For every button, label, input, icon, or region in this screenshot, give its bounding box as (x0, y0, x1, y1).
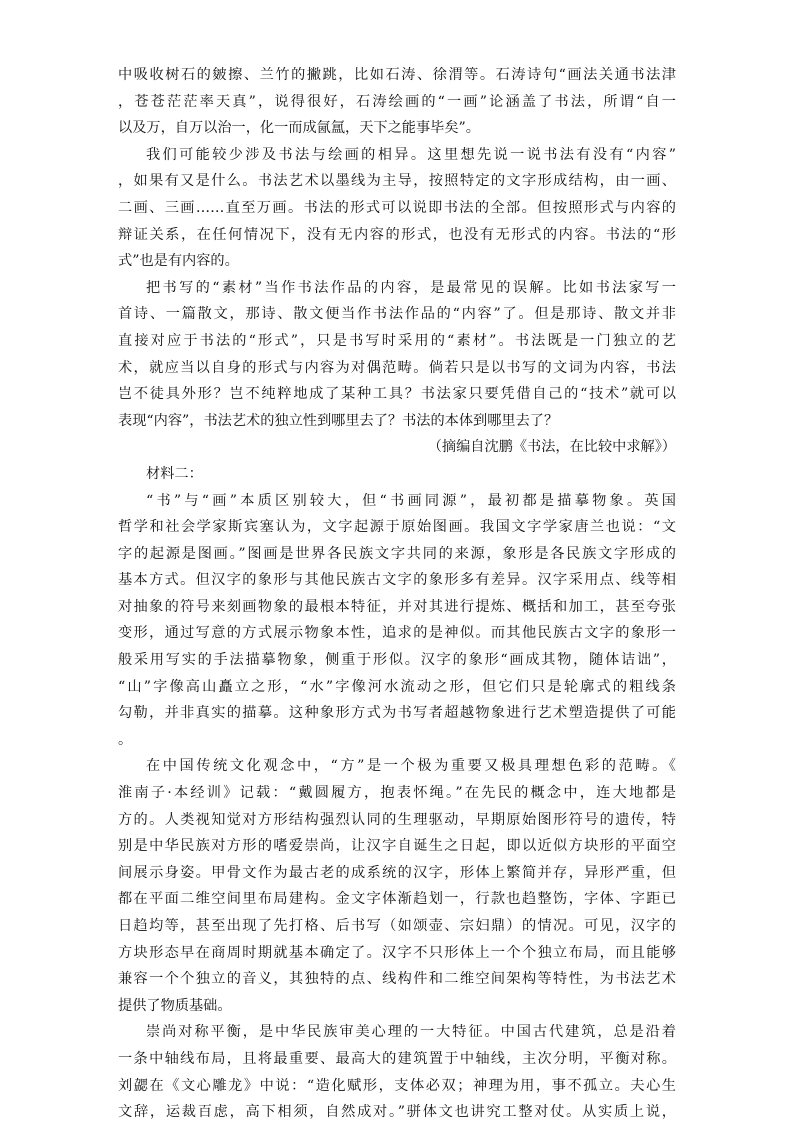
text-line: ，如果有又是什么。书法艺术以墨线为主导，按照特定的文字形成结构，由一画、 (118, 173, 676, 190)
text-line: 兼容一个个独立的音义，其独特的点、线构件和二维空间架构等特性，为书法艺术 (118, 971, 676, 988)
text-line: 般采用写实的手法描摹物象，侧重于形似。汉字的象形“画成其物，随体诘诎”， (118, 652, 676, 669)
text-line: 别是中华民族对方形的嗜爱崇尚，让汉字自诞生之日起，即以近似方块形的平面空 (118, 838, 676, 855)
text-line: 方的。人类视知觉对方形结构强烈认同的生理驱动，早期原始图形符号的遗传，特 (118, 811, 676, 828)
text-line: 变形，通过写意的方式展示物象本性，追求的是神似。而其他民族古文字的象形一 (118, 625, 676, 642)
document-page (118, 62, 676, 1126)
text-line: 表现“内容”，书法艺术的独立性到哪里去了？书法的本体到哪里去了？ (118, 412, 559, 429)
text-line: 我们可能较少涉及书法与绘画的相异。这里想先说一说书法有没有“内容” (146, 146, 676, 163)
text-line: 式”也是有内容的。 (118, 253, 239, 270)
text-line: （摘编自沈鹏《书法，在比较中求解》） (427, 439, 676, 456)
text-line: 二画、三画……直至万画。书法的形式可以说即书法的全部。但按照形式与内容的 (118, 199, 676, 216)
text-line: 在中国传统文化观念中，“方”是一个极为重要又极具理想色彩的范畴。《 (146, 758, 676, 775)
text-line: “书”与“画”本质区别较大，但“书画同源”，最初都是描摹物象。英国 (146, 492, 676, 509)
text-line: 方块形态早在商周时期就基本确定了。汉字不只形体上一个个独立布局，而且能够 (118, 944, 676, 961)
text-line: 都在平面二维空间里布局建构。金文字体渐趋划一，行款也趋整饬，字体、字距已 (118, 891, 676, 908)
text-line: 崇尚对称平衡，是中华民族审美心理的一大特征。中国古代建筑，总是沿着 (146, 1024, 676, 1041)
text-line: 以及万，自万以治一，化一而成氤氲，天下之能事毕矣”。 (118, 120, 480, 137)
text-line: 。 (118, 731, 133, 748)
text-line: 岂不徒具外形？岂不纯粹地成了某种工具？书法家只要凭借自己的“技术”就可以 (118, 386, 676, 403)
text-line: 间展示身姿。甲骨文作为最古老的成系统的汉字，形体上繁简并存，异形严重，但 (118, 864, 676, 881)
text-line: ，苍苍茫茫率天真”，说得很好，石涛绘画的“一画”论涵盖了书法，所谓“自一 (118, 93, 676, 110)
text-line: “山”字像高山矗立之形，“水”字像河水流动之形，但它们只是轮廓式的粗线条 (118, 678, 676, 695)
text-line: 中吸收树石的皴擦、兰竹的撇跳，比如石涛、徐渭等。石涛诗句“画法关通书法津 (118, 67, 676, 83)
text-line: 术，就应当以自身的形式与内容为对偶范畴。倘若只是以书写的文词为内容，书法 (118, 359, 676, 376)
text-line: 文辞，运裁百虑，高下相须，自然成对。”骈体文也讲究工整对仗。从实质上说， (118, 1104, 676, 1121)
text-line: 一条中轴线布局，且将最重要、最高大的建筑置于中轴线，主次分明，平衡对称。 (118, 1050, 676, 1067)
text-line: 字的起源是图画。”图画是世界各民族文字共同的来源，象形是各民族文字形成的 (118, 545, 676, 562)
text-line: 首诗、一篇散文，那诗、散文便当作书法作品的“内容”了。但是那诗、散文并非 (118, 306, 676, 323)
text-line: 材料二： (146, 465, 203, 482)
text-line: 勾勒，并非真实的描摹。这种象形方式为书写者超越物象进行艺术塑造提供了可能 (118, 705, 676, 722)
text-line: 直接对应于书法的“形式”，只是书写时采用的“素材”。书法既是一门独立的艺 (118, 332, 676, 349)
text-line: 辩证关系，在任何情况下，没有无内容的形式，也没有无形式的内容。书法的“形 (118, 226, 676, 243)
text-line: 刘勰在《文心雕龙》中说：“造化赋形，支体必双；神理为用，事不孤立。夫心生 (118, 1077, 676, 1094)
text-line: 基本方式。但汉字的象形与其他民族古文字的象形多有差异。汉字采用点、线等相 (118, 572, 676, 589)
text-line: 对抽象的符号来刻画物象的最根本特征，并对其进行提炼、概括和加工，甚至夸张 (118, 598, 676, 615)
text-line: 把书写的“素材”当作书法作品的内容，是最常见的误解。比如书法家写一 (146, 279, 676, 296)
text-line: 哲学和社会学家斯宾塞认为，文字起源于原始图画。我国文字学家唐兰也说：“文 (118, 519, 676, 536)
text-line: 淮南子·本经训》记载：“戴圆履方，抱表怀绳。”在先民的概念中，连大地都是 (118, 785, 676, 802)
text-line: 提供了物质基础。 (118, 997, 232, 1014)
text-line: 日趋均等，甚至出现了先打格、后书写（如颂壶、宗妇鼎）的情况。可见，汉字的 (118, 918, 676, 934)
